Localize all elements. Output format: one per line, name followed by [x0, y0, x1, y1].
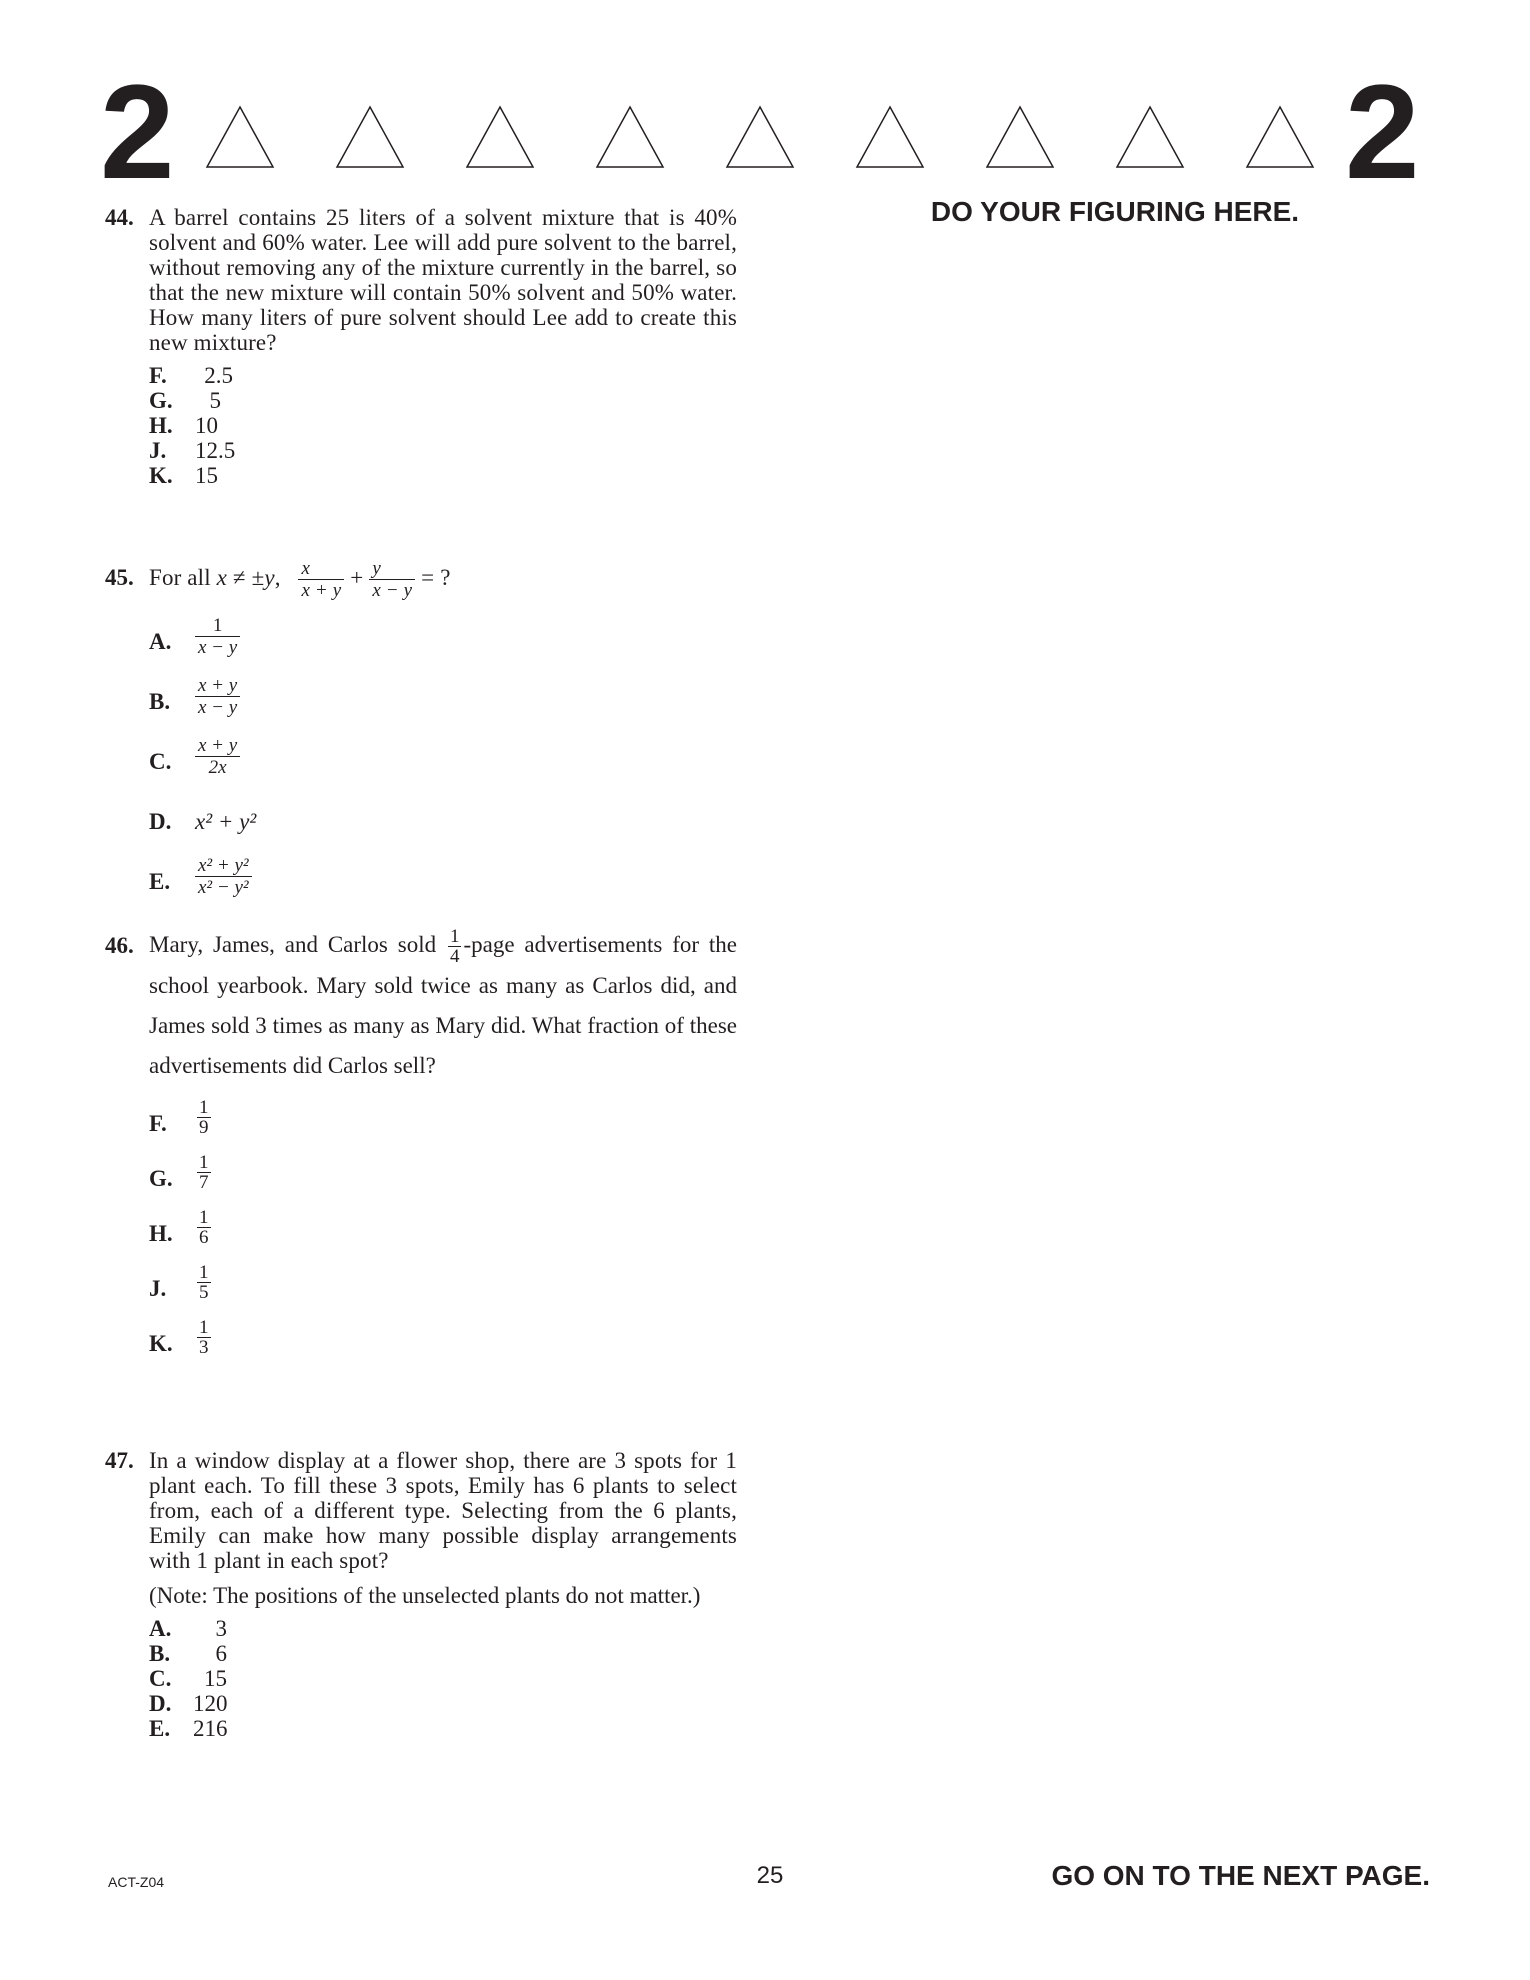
choice-value: 120	[193, 1691, 228, 1716]
choice-letter: C.	[149, 1666, 172, 1691]
choice-value: 2.5	[204, 363, 233, 388]
choice-letter: C.	[149, 749, 172, 774]
triangle-icon	[1245, 105, 1315, 169]
answer-choice[interactable]	[149, 791, 737, 851]
choice-value: 3	[215, 1616, 227, 1641]
math-operator: = ?	[421, 565, 451, 590]
denominator: 2x	[208, 757, 227, 778]
choice-value: 5	[209, 388, 221, 413]
question-text-start: Mary, James, and Carlos sold	[149, 932, 437, 957]
choice-letter: G.	[149, 388, 173, 413]
question-text	[149, 555, 737, 601]
choice-letter: J.	[149, 1276, 167, 1302]
denominator: 9	[199, 1117, 209, 1139]
triangle-icon	[335, 105, 405, 169]
denominator: 4	[449, 946, 460, 968]
question-number: 45.	[105, 565, 134, 590]
triangle-divider	[205, 105, 1325, 175]
choice-letter: G.	[149, 1166, 173, 1192]
numerator: x + y	[195, 675, 240, 697]
answer-choice[interactable]	[149, 1263, 737, 1318]
triangle-icon	[1115, 105, 1185, 169]
answer-choice[interactable]	[149, 388, 737, 413]
section-number-left: 2	[100, 58, 173, 207]
choice-letter: K.	[149, 463, 173, 488]
triangle-icon	[205, 105, 275, 169]
form-code: ACT-Z04	[108, 1874, 165, 1890]
math-variable: x	[216, 565, 228, 590]
answer-choice[interactable]	[149, 1318, 737, 1373]
choice-letter: A.	[149, 1616, 172, 1641]
choice-value: 15	[195, 463, 218, 488]
expression-fraction	[298, 558, 344, 601]
answer-choice[interactable]	[149, 611, 737, 671]
denominator: x − y	[198, 637, 238, 658]
denominator: x − y	[198, 697, 238, 718]
denominator: 6	[199, 1227, 209, 1249]
answer-choice[interactable]	[149, 463, 737, 488]
triangle-icon	[465, 105, 535, 169]
section-number-right: 2	[1345, 58, 1418, 207]
denominator: 5	[199, 1282, 209, 1304]
answer-choice[interactable]	[149, 1666, 737, 1691]
question-45	[105, 555, 737, 911]
numerator: 1	[195, 615, 240, 637]
question-46	[105, 925, 737, 1373]
question-text-end: -page advertisements for the school yearbook. Mary sold twice as many as Carlos did, and James sold 3 times as many as Mary did. What fraction of these advertisements did Carlos sell?	[149, 932, 738, 1079]
math-operator: +	[350, 565, 364, 590]
choice-letter: B.	[149, 1641, 171, 1666]
denominator: 7	[199, 1172, 209, 1194]
question-prefix: For all	[149, 565, 211, 590]
math-operator: ≠ ±	[232, 565, 265, 590]
question-text: In a window display at a flower shop, there are 3 spots for 1 plant each. To fill these 3 spots, Emily has 6 plants to select from, each of a different type. Selecting from the 6 plants, Emily can make how many possible display arrangements with 1 plant in each spot?	[149, 1448, 737, 1573]
figuring-area-label: DO YOUR FIGURING HERE.	[930, 196, 1300, 227]
question-note: (Note: The positions of the unselected plants do not matter.)	[149, 1583, 701, 1608]
choice-letter: H.	[149, 413, 173, 438]
question-text: A barrel contains 25 liters of a solvent mixture that is 40% solvent and 60% water. Lee will add pure solvent to the barrel, without removing any of the mixture currently in the barrel, so that the new mixture will contain 50% solvent and 50% water. How many liters of pure solvent should Lee add to create this new mixture?	[149, 205, 737, 355]
numerator: y	[369, 558, 415, 580]
denominator: x + y	[301, 580, 342, 602]
denominator: x − y	[372, 580, 413, 602]
choice-fraction	[195, 735, 240, 778]
choice-value: 6	[215, 1641, 227, 1666]
choice-fraction	[197, 1153, 211, 1192]
math-variable: y	[264, 565, 275, 590]
numerator: x	[298, 558, 344, 580]
numerator: x + y	[195, 735, 240, 757]
triangle-icon	[595, 105, 665, 169]
choice-fraction	[197, 1098, 211, 1137]
choice-expression: x² + y²	[195, 809, 257, 834]
choice-value: 15	[204, 1666, 227, 1691]
choice-fraction	[195, 615, 240, 658]
answer-choices	[149, 1616, 737, 1741]
choice-letter: A.	[149, 629, 172, 654]
question-number: 47.	[105, 1448, 134, 1473]
answer-choice[interactable]	[149, 1153, 737, 1208]
numerator: 1	[199, 1317, 209, 1339]
denominator: x² − y²	[198, 877, 249, 898]
choice-fraction	[195, 855, 252, 898]
question-44	[105, 205, 737, 488]
answer-choice[interactable]	[149, 1098, 737, 1153]
choice-letter: D.	[149, 1691, 172, 1716]
triangle-icon	[855, 105, 925, 169]
answer-choice[interactable]	[149, 851, 737, 911]
choice-value: 216	[193, 1716, 228, 1741]
numerator: 1	[449, 926, 460, 948]
math-punctuation: ,	[274, 565, 281, 590]
choice-letter: K.	[149, 1331, 173, 1357]
triangle-icon	[725, 105, 795, 169]
question-text	[149, 925, 737, 1086]
choice-value: 10	[195, 413, 218, 438]
next-page-instruction: GO ON TO THE NEXT PAGE.	[1051, 1860, 1430, 1891]
answer-choice[interactable]	[149, 1208, 737, 1263]
choice-letter: J.	[149, 438, 167, 463]
choice-fraction	[197, 1208, 211, 1247]
question-number: 44.	[105, 205, 134, 230]
answer-choice[interactable]	[149, 438, 737, 463]
answer-choice[interactable]	[149, 413, 737, 438]
choice-letter: E.	[149, 869, 171, 894]
answer-choice[interactable]	[149, 671, 737, 731]
choice-letter: E.	[149, 1716, 171, 1741]
answer-choice[interactable]	[149, 1616, 737, 1641]
answer-choice[interactable]	[149, 1716, 737, 1741]
question-47	[105, 1448, 737, 1741]
numerator: 1	[199, 1097, 209, 1119]
answer-choices	[149, 363, 737, 488]
choice-letter: F.	[149, 1111, 167, 1137]
numerator: 1	[199, 1152, 209, 1174]
answer-choice[interactable]	[149, 1691, 737, 1716]
expression-fraction	[369, 558, 415, 601]
choice-letter: B.	[149, 689, 171, 714]
page-number: 25	[756, 1862, 784, 1889]
answer-choice[interactable]	[149, 363, 737, 388]
numerator: x² + y²	[195, 855, 252, 877]
choice-letter: F.	[149, 363, 167, 388]
answer-choice[interactable]	[149, 731, 737, 791]
choice-letter: H.	[149, 1221, 173, 1247]
page-fraction	[448, 927, 462, 966]
denominator: 3	[199, 1337, 209, 1359]
choice-fraction	[197, 1318, 211, 1357]
choice-fraction	[195, 675, 240, 718]
answer-choices	[149, 611, 737, 911]
choice-letter: D.	[149, 809, 172, 834]
question-number: 46.	[105, 933, 134, 958]
answer-choice[interactable]	[149, 1641, 737, 1666]
numerator: 1	[199, 1262, 209, 1284]
numerator: 1	[199, 1207, 209, 1229]
choice-fraction	[197, 1263, 211, 1302]
choice-value: 12.5	[195, 438, 236, 463]
answer-choices	[149, 1098, 737, 1373]
triangle-icon	[985, 105, 1055, 169]
